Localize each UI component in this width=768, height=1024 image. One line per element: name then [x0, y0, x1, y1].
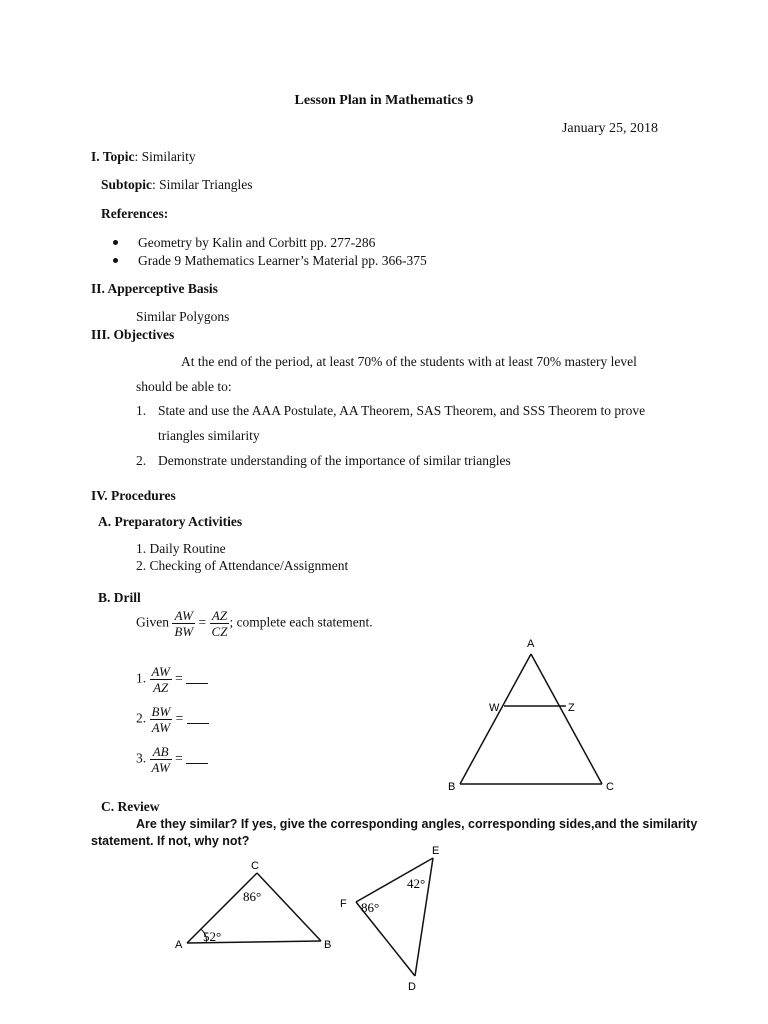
reference-item	[113, 235, 375, 251]
side-cb	[257, 873, 321, 941]
equals-sign: =	[175, 710, 184, 726]
drill-fraction: $\frac{AB}{AW}$	[151, 744, 170, 775]
bullet-icon	[113, 240, 118, 245]
objective-text: State and use the AAA Postulate, AA Theorem, SAS Theorem, and SSS Theorem to prove	[158, 403, 646, 418]
drill-item	[136, 704, 209, 735]
drill-item	[136, 744, 208, 775]
vertex-label-e: E	[432, 845, 440, 857]
side-ac	[187, 873, 257, 943]
given-suffix: ; complete each statement.	[229, 614, 373, 630]
equals-sign: =	[198, 614, 207, 630]
vertex-label-z: Z	[568, 702, 575, 714]
reference-text: Grade 9 Mathematics Learner’s Material pp. 366-375	[138, 253, 427, 268]
preparatory-item: 2. Checking of Attendance/Assignment	[136, 558, 349, 573]
answer-blank	[186, 683, 208, 684]
drill-triangle-figure	[440, 630, 630, 800]
review-line1: Are they similar? If yes, give the corresponding angles, corresponding sides,and the similarity	[136, 817, 698, 831]
drill-item-number: 1.	[136, 670, 147, 686]
side-ac	[531, 654, 602, 784]
equals-sign: =	[175, 670, 183, 686]
vertex-label-f: F	[340, 898, 347, 910]
drill-item-number: 3.	[136, 750, 147, 766]
objective-text-continued: triangles similarity	[158, 428, 260, 443]
reference-text: Geometry by Kalin and Corbitt pp. 277-286	[138, 235, 376, 250]
document-title: Lesson Plan in Mathematics 9	[294, 93, 474, 108]
given-prefix: Given	[136, 614, 169, 630]
preparatory-label: A. Preparatory Activities	[98, 514, 243, 529]
given-fraction-left: $\frac{AW}{BW}$	[174, 608, 194, 639]
answer-blank	[187, 723, 209, 724]
vertex-label-a: A	[175, 939, 183, 951]
vertex-label-b: B	[448, 781, 456, 793]
objective-number: 2.	[136, 453, 147, 468]
review-line2: statement. If not, why not?	[91, 834, 250, 848]
procedures-label: IV. Procedures	[91, 488, 176, 503]
apperceptive-value: Similar Polygons	[136, 309, 230, 324]
apperceptive-label: II. Apperceptive Basis	[91, 281, 218, 296]
document-date: January 25, 2018	[561, 121, 658, 136]
triangle-abc-figure	[168, 855, 348, 960]
drill-item	[136, 664, 208, 695]
objective-number: 1.	[136, 403, 147, 418]
objectives-intro-line2: should be able to:	[136, 379, 232, 394]
preparatory-item: 1. Daily Routine	[136, 541, 226, 556]
subtopic-label: Subtopic	[101, 177, 153, 192]
vertex-label-c: C	[606, 781, 614, 793]
topic-line	[91, 149, 196, 165]
side-ab	[460, 654, 531, 784]
drill-fraction: $\frac{AW}{AZ}$	[151, 664, 170, 695]
subtopic-value: : Similar Triangles	[152, 177, 253, 192]
vertex-label-a: A	[527, 638, 535, 650]
bullet-icon	[113, 258, 118, 263]
vertex-label-b: B	[324, 939, 332, 951]
reference-item	[113, 253, 427, 269]
drill-fraction: $\frac{BW}{AW}$	[151, 704, 171, 735]
angle-label-f: 86°	[361, 900, 380, 915]
drill-label: B. Drill	[98, 590, 141, 605]
triangle-def-figure	[332, 838, 452, 996]
drill-given-line	[136, 608, 373, 639]
equals-sign: =	[175, 750, 183, 766]
topic-value: : Similarity	[134, 149, 196, 164]
review-label: C. Review	[101, 799, 160, 814]
subtopic-line	[101, 177, 253, 193]
answer-blank	[186, 763, 208, 764]
angle-label-c: 86°	[243, 889, 262, 904]
vertex-label-c: C	[251, 860, 259, 872]
vertex-label-w: W	[489, 702, 500, 714]
given-fraction-right: $\frac{AZ}{CZ}$	[211, 608, 228, 639]
drill-item-number: 2.	[136, 710, 147, 726]
objectives-intro-line1: At the end of the period, at least 70% of the students with at least 70% mastery level	[181, 354, 637, 369]
objectives-label: III. Objectives	[91, 327, 175, 342]
angle-label-e: 42°	[407, 876, 426, 891]
objective-text: Demonstrate understanding of the importance of similar triangles	[158, 453, 511, 468]
topic-label: I. Topic	[91, 149, 135, 164]
vertex-label-d: D	[408, 981, 416, 993]
angle-label-a: 52°	[203, 929, 222, 944]
references-label: References:	[101, 206, 169, 221]
